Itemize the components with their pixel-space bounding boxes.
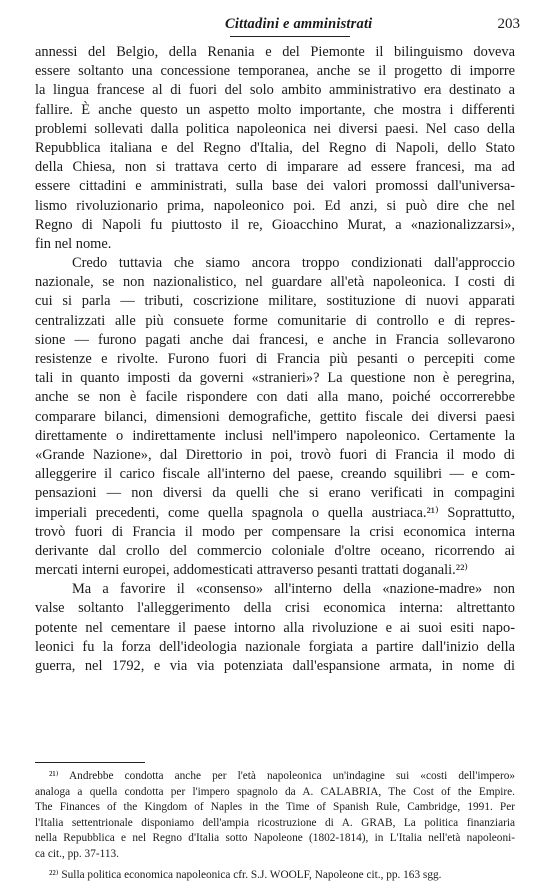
body-line: fallire. È anche questo un aspetto molto importante, che mostra i differenti xyxy=(35,101,515,118)
body-line: nazionale, se non nazionalistico, nel guardare all'età napoleonica. I costi di xyxy=(35,274,515,291)
body-line: comparare bilanci, dimensioni demografiche, gettito fiscale dei diversi paesi xyxy=(35,408,515,425)
body-line: direttamente o indirettamente inclusi nell'impero napoleonico. Certamente la xyxy=(35,427,515,444)
body-line: essere cittadini e amministrati, sulla base dei valori promossi dall'universa- xyxy=(35,178,515,195)
body-line: centralizzati alle più consuete forme comunitarie di controllo e di repres- xyxy=(35,312,515,329)
body-line: problemi sollevati dalla politica napoleonica nei diversi paesi. Nel caso della xyxy=(35,120,515,137)
footnote-line: nella Repubblica e nel Regno d'Italia sotto Napoleone (1802-1814), in L'Italia nell'età napoleoni- xyxy=(35,832,515,844)
footnote-line: l'Italia settentrionale disponiamo dell'ampia ricostruzione di A. GRAB, La politica finanziaria xyxy=(35,816,515,829)
body-line: trovò fuori di Francia il modo per compensare la crisi economica interna xyxy=(35,523,515,540)
body-line: Repubblica italiana e del Regno d'Italia, del Regno di Napoli, dello Stato xyxy=(35,139,515,156)
body-line: cui si parla — tributi, coscrizione militare, sostituzione di nuovi apparati xyxy=(35,293,515,310)
footnote-line: ²²⁾ Sulla politica economica napoleonica cfr. S.J. WOOLF, Napoleone cit., pp. 163 sgg. xyxy=(49,869,442,881)
page-header xyxy=(35,14,520,36)
body-line: alleggerire il carico fiscale all'interno del paese, creando squilibri — e com- xyxy=(35,466,515,483)
body-line: Regno di Napoli fu piuttosto il re, Gioacchino Murat, a «nazionalizzarsi», xyxy=(35,216,515,233)
body-line: imperiali precedenti, come quella spagnola o quella austriaca.²¹⁾ Soprattutto, xyxy=(35,504,515,521)
body-line: essere soltanto una concessione temporanea, anche se il progetto di imporre xyxy=(35,63,515,80)
body-line: Credo tuttavia che siamo ancora troppo condizionati dall'approccio xyxy=(72,255,515,272)
body-line: sione — furono pagati anche dai francesi, e anche in Francia sollevarono xyxy=(35,331,515,348)
body-line: della Chiesa, non si trattava certo di imparare ad essere francesi, ma ad xyxy=(35,159,515,176)
body-line: fin nel nome. xyxy=(35,235,112,252)
running-title: Cittadini e amministrati xyxy=(225,16,373,32)
header-rule xyxy=(230,36,350,37)
body-line: tali in quanto imposti da governi «stranieri»? La questione non è peregrina, xyxy=(35,370,515,387)
body-line: derivante dal crollo del commercio coloniale d'oltre oceano, ricorrendo ai xyxy=(35,542,515,559)
body-line: guerra, nel 1792, e via via potenziata dall'espansione armata, in nome di xyxy=(35,658,515,674)
body-text xyxy=(35,43,515,676)
footnotes xyxy=(35,769,515,884)
footnote-line: ²¹⁾ Andrebbe condotta anche per l'età napoleonica un'indagine sui «costi dell'impero» xyxy=(49,770,515,782)
body-line: potente nel cementare il paese intorno alla rivoluzione e ai suoi esiti napo- xyxy=(35,619,515,636)
body-line: «Grande Nazione», dal Direttorio in poi, trovò fuori di Francia il modo di xyxy=(35,446,515,463)
page-number: 203 xyxy=(497,16,520,32)
footnote-rule xyxy=(35,762,145,763)
body-line: lismo rivoluzionario prima, napoleonico poi. Ed anzi, si può dire che nel xyxy=(35,197,515,214)
body-line: annessi del Belgio, della Renania e del Piemonte il bilinguismo doveva xyxy=(35,44,515,60)
body-line: valse soltanto l'alleggerimento della crisi economica interna: altrettanto xyxy=(35,600,515,617)
footnote-line: analoga a quella condotta per l'impero spagnolo da A. CALABRIA, The Cost of the Empire. xyxy=(35,785,515,798)
body-line: leonici fu la forza dell'ideologia nazionale forgiata a partire dall'inizio della xyxy=(35,638,515,655)
body-line: la lingua francese al di fuori del solo ambito amministrativo era destinato a xyxy=(35,82,515,99)
body-line: pensazioni — non diversi da quelli che si erano verificati in compagini xyxy=(35,485,515,502)
body-line: resistenze e rivolte. Furono fuori di Francia più pesanti o percepiti come xyxy=(35,351,515,367)
footnote-line: ca cit., pp. 37-113. xyxy=(35,847,119,860)
body-line: mercati interni europei, addomesticati attraverso pesanti trattati doganali.²²⁾ xyxy=(35,562,468,579)
footnote-line: The Finances of the Kingdom of Naples in the Time of Spanish Rule, Cambridge, 1991. Per xyxy=(35,801,515,813)
body-line: anche se non è facile rispondere con dati alla mano, poiché occorrerebbe xyxy=(35,389,515,406)
body-line: Ma a favorire il «consenso» all'interno della «nazione-madre» non xyxy=(72,581,515,598)
